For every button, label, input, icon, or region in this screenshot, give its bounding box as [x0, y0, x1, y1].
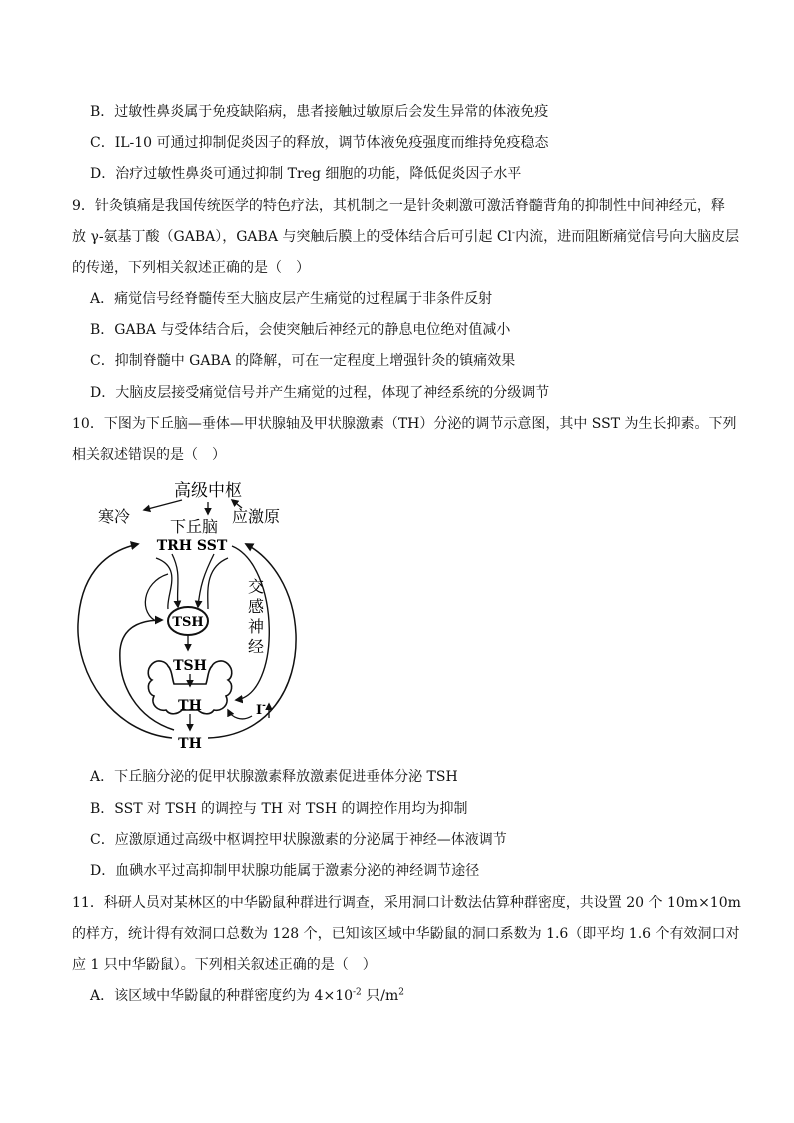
tsh-pituitary-label: TSH [172, 615, 204, 630]
sympathetic-char-4: 经 [247, 637, 265, 656]
q10-option-b: B．SST 对 TSH 的调控与 TH 对 TSH 的调控作用均为抑制 [90, 801, 468, 817]
q9-stem-line2-pre: 放 γ-氨基丁酸（GABA），GABA 与突触后膜上的受体结合后可引起 Cl [72, 229, 513, 245]
q10-stem-line1: 10．下图为下丘脑—垂体—甲状腺轴及甲状腺激素（TH）分泌的调节示意图，其中 SST 为生长抑素。下列 [72, 416, 737, 432]
q9-option-a: A．痛觉信号经脊髓传至大脑皮层产生痛觉的过程属于非条件反射 [90, 291, 493, 307]
q9-stem-line2-post: 内流，进而阻断痛觉信号向大脑皮层 [515, 229, 740, 245]
sympathetic-char-2: 感 [247, 597, 265, 616]
q11-stem-line3: 应 1 只中华鼢鼠）。下列相关叙述正确的是（ ） [72, 957, 377, 973]
q8-option-d: D．治疗过敏性鼻炎可通过抑制 Treg 细胞的功能，降低促炎因子水平 [90, 166, 522, 182]
trh-arrow [172, 554, 178, 607]
iodide-charge: - [262, 701, 266, 711]
q11-stem-line2: 的样方，统计得有效洞口总数为 128 个，已知该区域中华鼢鼠的洞口系数为 1.6（即平均 1.6 个有效洞口对 [72, 926, 740, 942]
chloride-superscript: - [512, 228, 516, 239]
q11-option-a [90, 986, 404, 1006]
q11-exponent: -2 [353, 987, 362, 998]
q11-stem-line1: 11．科研人员对某林区的中华鼢鼠种群进行调查，采用洞口计数法估算种群密度，共设置 20 个 10m×10m [72, 895, 741, 911]
sst-side-loop [145, 574, 168, 622]
q9-option-d: D．大脑皮层接受痛觉信号并产生痛觉的过程，体现了神经系统的分级调节 [90, 385, 550, 401]
sst-arrow [198, 554, 214, 607]
higher-center-label: 高级中枢 [174, 481, 242, 501]
trh-sst-label: TRH SST [156, 538, 228, 554]
q9-stem-line2 [72, 227, 739, 247]
th-blood-label: TH [178, 736, 202, 752]
arrow-to-cold [144, 500, 182, 510]
hypothalamus-label: 下丘脑 [169, 517, 219, 536]
q10-stem-line2: 相关叙述错误的是（ ） [72, 447, 226, 463]
th-feedback-pituitary [120, 620, 174, 730]
q10-option-a: A．下丘脑分泌的促甲状腺激素释放激素促进垂体分泌 TSH [90, 769, 458, 785]
q11-unit-exponent: 2 [398, 987, 404, 998]
q11-option-a-pre: A．该区域中华鼢鼠的种群密度约为 4×10 [90, 988, 354, 1004]
q9-stem-line1: 9．针灸镇痛是我国传统医学的特色疗法，其机制之一是针灸刺激可激活脊髓背角的抑制性中间神经元，释 [72, 198, 725, 214]
iodide-label [256, 701, 266, 718]
q9-option-b: B．GABA 与受体结合后，会使突触后神经元的静息电位绝对值减小 [90, 322, 511, 338]
iodide-into-thyroid-arrow [228, 710, 252, 719]
tsh-hormone-label: TSH [173, 658, 207, 674]
q10-option-d: D．血碘水平过高抑制甲状腺功能属于激素分泌的神经调节途径 [90, 863, 480, 879]
stalk-right [208, 558, 228, 609]
sympathetic-char-3: 神 [247, 617, 265, 636]
hpt-axis-diagram [72, 474, 302, 756]
q11-option-a-unit: 只/m [361, 988, 399, 1004]
q9-stem-line3: 的传递，下列相关叙述正确的是（ ） [72, 260, 310, 276]
iodide-symbol: I [256, 703, 263, 718]
sympathetic-char-1: 交 [247, 577, 265, 596]
q8-option-b: B．过敏性鼻炎属于免疫缺陷病，患者接触过敏原后会发生异常的体液免疫 [90, 104, 549, 120]
cold-label: 寒冷 [97, 507, 131, 526]
th-gland-label: TH [178, 698, 202, 714]
stressor-label: 应激原 [231, 507, 281, 526]
q8-option-c: C．IL-10 可通过抑制促炎因子的释放，调节体液免疫强度而维持免疫稳态 [90, 135, 549, 151]
stalk-left [156, 558, 172, 609]
q10-option-c: C．应激原通过高级中枢调控甲状腺激素的分泌属于神经—体液调节 [90, 832, 507, 848]
q9-option-c: C．抑制脊髓中 GABA 的降解，可在一定程度上增强针灸的镇痛效果 [90, 353, 516, 369]
